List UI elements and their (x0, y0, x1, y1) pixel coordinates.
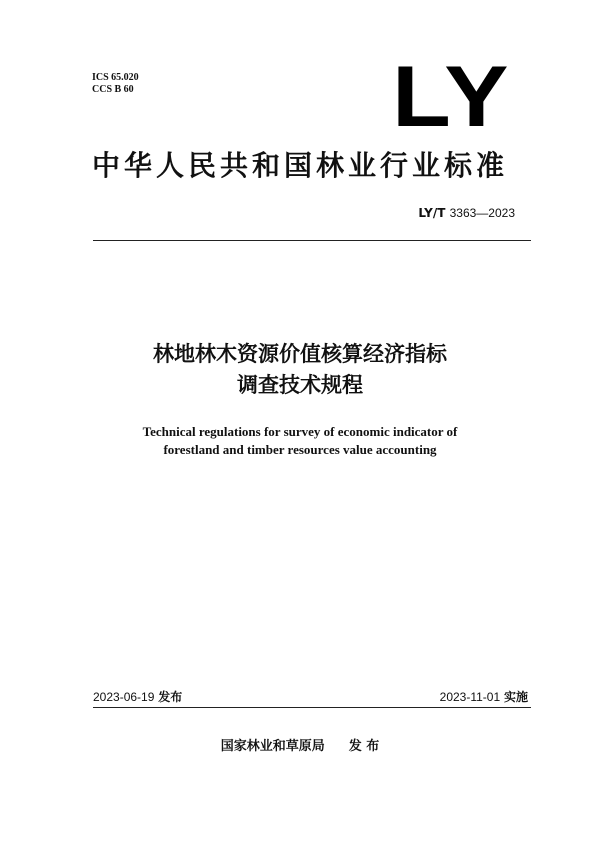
standard-number-value: 3363—2023 (449, 206, 515, 220)
ccs-code: CCS B 60 (92, 84, 134, 95)
publisher-action: 发 布 (348, 739, 380, 754)
standard-type-title: 中华人民共和国林业行业标准 (91, 149, 508, 182)
implement-date (440, 688, 528, 705)
english-title-line-1: Technical regulations for survey of economic indicator of (142, 424, 458, 439)
issue-date-label: 发布 (158, 690, 183, 704)
issue-date-value: 2023-06-19 (93, 690, 155, 704)
standard-number-prefix: LY/T (418, 206, 446, 220)
publisher-name: 国家林业和草原局 (220, 739, 325, 754)
ly-logo: LY (392, 49, 511, 145)
ics-code: ICS 65.020 (92, 72, 139, 83)
standard-number (418, 206, 515, 220)
top-divider (93, 240, 531, 241)
implement-date-label: 实施 (503, 690, 528, 704)
classification-codes (92, 72, 139, 96)
issue-date (93, 688, 182, 705)
bottom-divider (93, 707, 531, 708)
english-title-line-2: forestland and timber resources value accounting (163, 442, 437, 457)
chinese-title-line-2: 调查技术规程 (237, 373, 363, 397)
publisher-line (0, 735, 600, 754)
chinese-title-line-1: 林地林木资源价值核算经济指标 (153, 342, 447, 366)
implement-date-value: 2023-11-01 (439, 690, 501, 704)
